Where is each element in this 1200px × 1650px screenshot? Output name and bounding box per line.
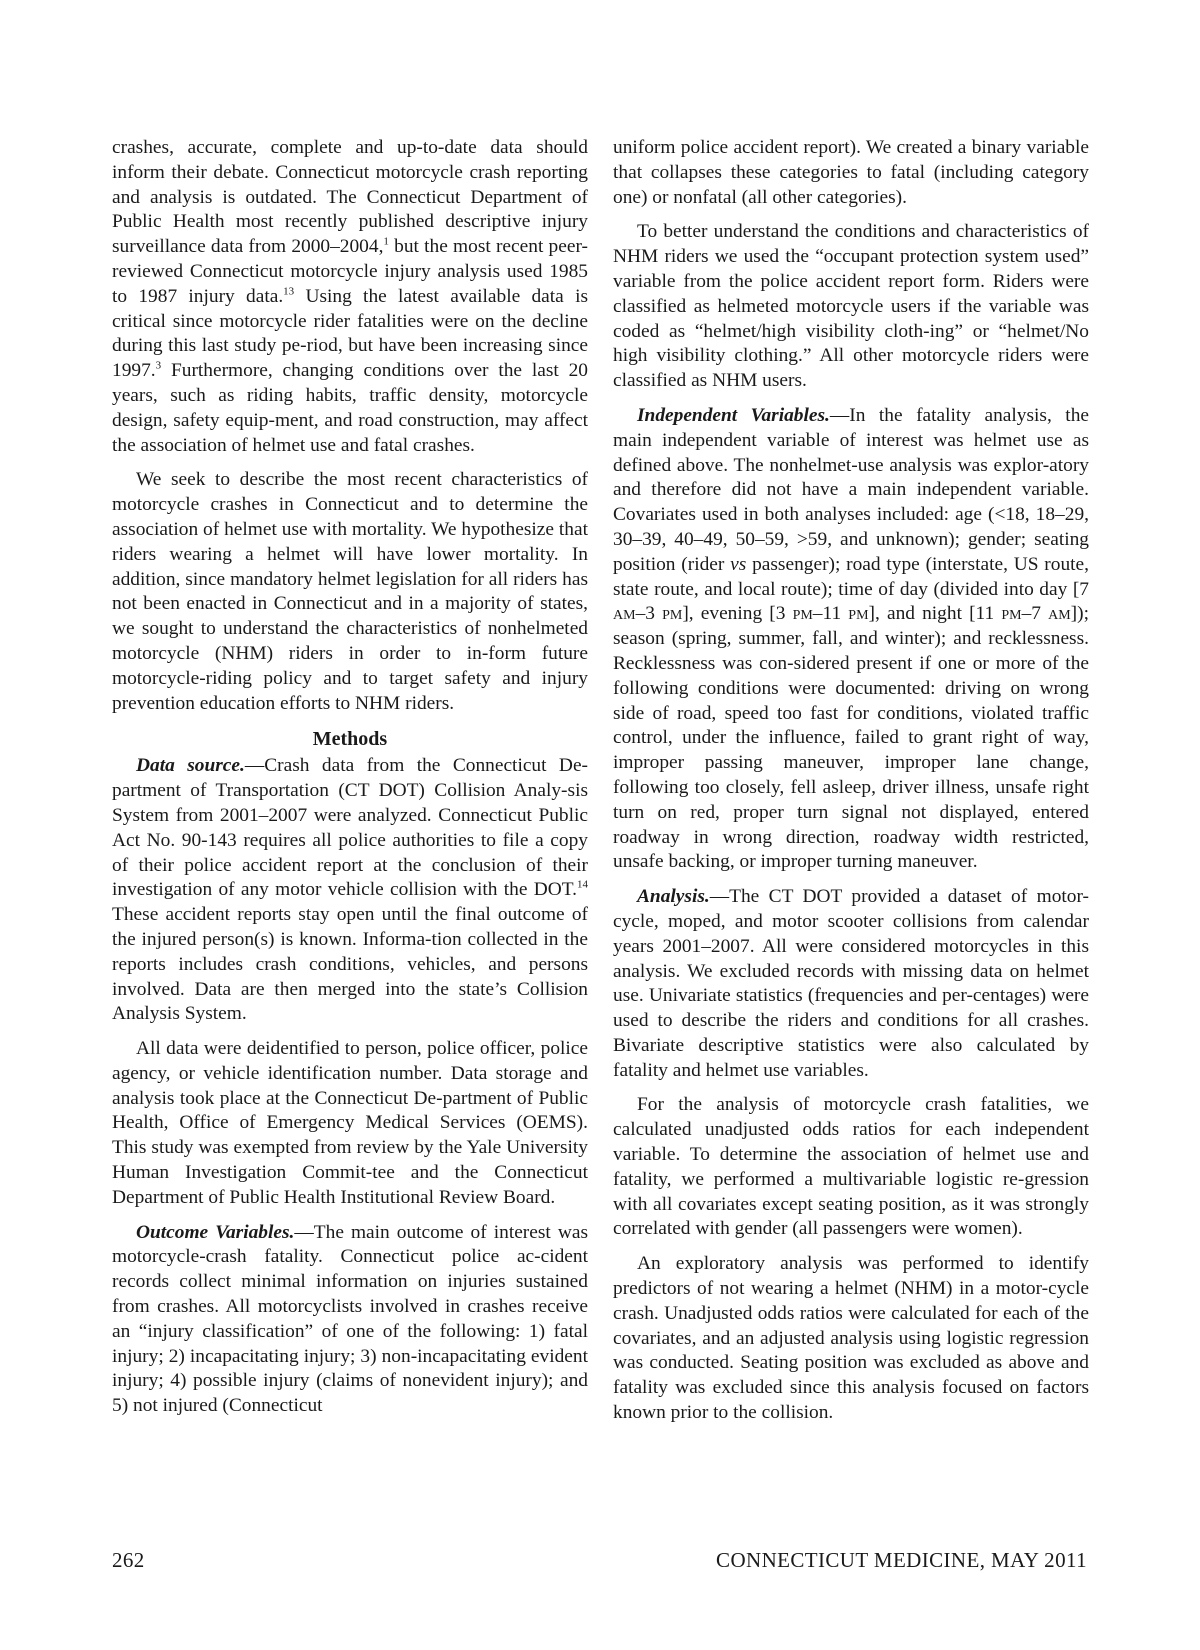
paragraph-intro-continued (112, 136, 588, 458)
time-abbrev: am (613, 603, 636, 625)
subheading-independent-variables: Independent Variables. (637, 404, 830, 426)
text-run: crashes, accurate, complete and up-to-date data should inform their debate. Connecticut motorcycle crash reporting and analysis is outdated. The Connecticut Department of Public Health most recently published descriptive injury surveillance data from 2000–2004, (112, 137, 588, 258)
paragraph-outcome-continued: uniform police accident report). We created a binary variable that collapses these categories to fatal (including category one) or nonfatal (all other categories). (613, 137, 1089, 208)
paragraph-data-source (112, 754, 588, 1027)
methods-heading: Methods (312, 728, 388, 751)
time-abbrev: pm (1001, 603, 1022, 625)
paragraph-exploratory-analysis: An exploratory analysis was performed to identify predictors of not wearing a helmet (NHM) in a motor-cycle crash. Unadjusted odds ratios were calculated for each of the covariates, and an adjusted analysis using logistic regression was conducted. Seating position was excluded as above and fatality was excluded since this analysis focused on factors known prior to the collision. (613, 1253, 1089, 1424)
text-run: —In the fatality analysis, the main independent variable of interest was helmet use as defined above. The nonhelmet-use analysis was explor-atory and therefore did not have a main independent variable. Covariates used in both analyses included: age (<18, 18–29, 30–39, 40–49, 50–59, >59, and unknown); gender; seating position (rider (613, 404, 1089, 575)
subheading-data-source: Data source. (136, 755, 245, 777)
time-abbrev: am (1048, 603, 1071, 625)
text-run: –3 (635, 603, 663, 625)
paragraph-deidentification: All data were deidentified to person, police officer, police agency, or vehicle identification number. Data storage and analysis took place at the Connecticut De-partment of Public Health, Office of Emergency Medical Services (OEMS). This study was exempted from review by the Yale University Human Investigation Commit-tee and the Connecticut Department of Public Health Institutional Review Board. (112, 1038, 588, 1208)
paragraph-independent-variables (613, 404, 1089, 875)
text-run: —Crash data from the Connecticut De-partment of Transportation (CT DOT) Collision Analy-sis System from 2001–2007 were analyzed. Connecticut Public Act No. 90-143 requires all police authorities to file a copy of their police accident report at the conclusion of their investigation of any motor vehicle collision with the DOT. (112, 755, 589, 901)
page-number: 262 (112, 1548, 145, 1572)
text-run: –7 (1021, 603, 1049, 625)
time-abbrev: pm (848, 603, 869, 625)
right-column (613, 136, 1089, 1436)
text-run: ], and night [11 (868, 603, 1002, 625)
text-run: ]); season (spring, summer, fall, and winter); and recklessness. Recklessness was con-sidered present if one or more of the following conditions were documented: driving on wrong side of road, speed too fast for conditions, violated traffic control, under the influence, failed to grant right of way, improper passing maneuver, improper lane change, following too closely, fell asleep, driver illness, unsafe right turn on red, proper turn signal not displayed, entered roadway in wrong direction, roadway width restricted, unsafe backing, or improper turning maneuver. (613, 603, 1089, 873)
citation-superscript: 14 (577, 878, 588, 891)
time-abbrev: pm (662, 603, 683, 625)
left-column (112, 136, 588, 1429)
citation-superscript: 13 (283, 285, 295, 298)
text-run: –11 (812, 603, 849, 625)
subheading-outcome-variables: Outcome Variables. (136, 1221, 295, 1243)
text-run: passenger); road type (interstate, US route, state route, and local route); time of day (divided into day [7 (613, 553, 1089, 600)
text-run: Furthermore, changing conditions over the last 20 years, such as riding habits, traffic density, motorcycle design, safety equip-ment, and road construction, may affect the association of helmet use and fatal crashes. (112, 360, 588, 456)
text-run: —The main outcome of interest was motorcycle-crash fatality. Connecticut police ac-cident records collect minimal information on injuries sustained from crashes. All motorcyclists involved in crashes receive an “injury classification” of one of the following: 1) fatal injury; 2) incapacitating injury; 3) non-incapacitating evident injury; 4) possible injury (claims of nonevident injury); and 5) not injured (Connecticut (112, 1221, 588, 1417)
paragraph-outcome-variables (112, 1221, 588, 1419)
paragraph-fatality-analysis: For the analysis of motorcycle crash fatalities, we calculated unadjusted odds ratios for each independent variable. To determine the association of helmet use and fatality, we performed a multivariable logistic re-gression with all covariates except seating position, as it was strongly correlated with gender (all passengers were women). (613, 1094, 1089, 1240)
time-abbrev: pm (792, 603, 813, 625)
text-run: Using the latest available data is critical since motorcycle rider fatalities were on the decline during this last study pe-riod, but have been increasing since 1997. (112, 285, 588, 382)
paragraph-analysis (613, 885, 1089, 1083)
subheading-analysis: Analysis. (637, 886, 710, 908)
text-run: These accident reports stay open until the final outcome of the injured person(s) is known. Informa-tion collected in the reports includes crash conditions, vehicles, and persons involved. Data are then merged into the state’s Collision Analysis System. (112, 904, 588, 1025)
paragraph-aims: We seek to describe the most recent characteristics of motorcycle crashes in Connecticut and to determine the association of helmet use with mortality. We hypothesize that riders wearing a helmet will have lower mortality. In addition, since mandatory helmet legislation for all riders has not been enacted in Connecticut and in a majority of states, we sought to understand the characteristics of nonhelmeted motorcycle (NHM) riders in order to in-form future motorcycle-riding policy and to target safety and injury prevention education efforts to NHM riders. (112, 469, 588, 714)
paragraph-nhm-classification: To better understand the conditions and characteristics of NHM riders we used the “occupant protection system used” variable from the police accident report form. Riders were classified as helmeted motorcycle users if the variable was coded as “helmet/high visibility cloth-ing” or “helmet/No high visibility clothing.” All other motorcycle riders were classified as NHM users. (613, 221, 1089, 392)
text-run: but the most recent peer-reviewed Connecticut motorcycle injury analysis used 1985 to 1987 injury data. (112, 236, 588, 307)
text-run: —The CT DOT provided a dataset of motor-cycle, moped, and motor scooter collisions from calendar years 2001–2007. All were considered motorcycles in this analysis. We excluded records with missing data on helmet use. Univariate statistics (frequencies and per-centages) were used to describe the riders and conditions for all crashes. Bivariate descriptive statistics were also calculated by fatality and helmet use variables. (613, 886, 1089, 1081)
text-run-italic: vs (730, 553, 747, 575)
citation-superscript: 3 (155, 359, 162, 372)
text-run: ], evening [3 (682, 603, 793, 625)
citation-superscript: 1 (383, 235, 389, 248)
running-footer-title: CONNECTICUT MEDICINE, MAY 2011 (716, 1548, 1087, 1572)
